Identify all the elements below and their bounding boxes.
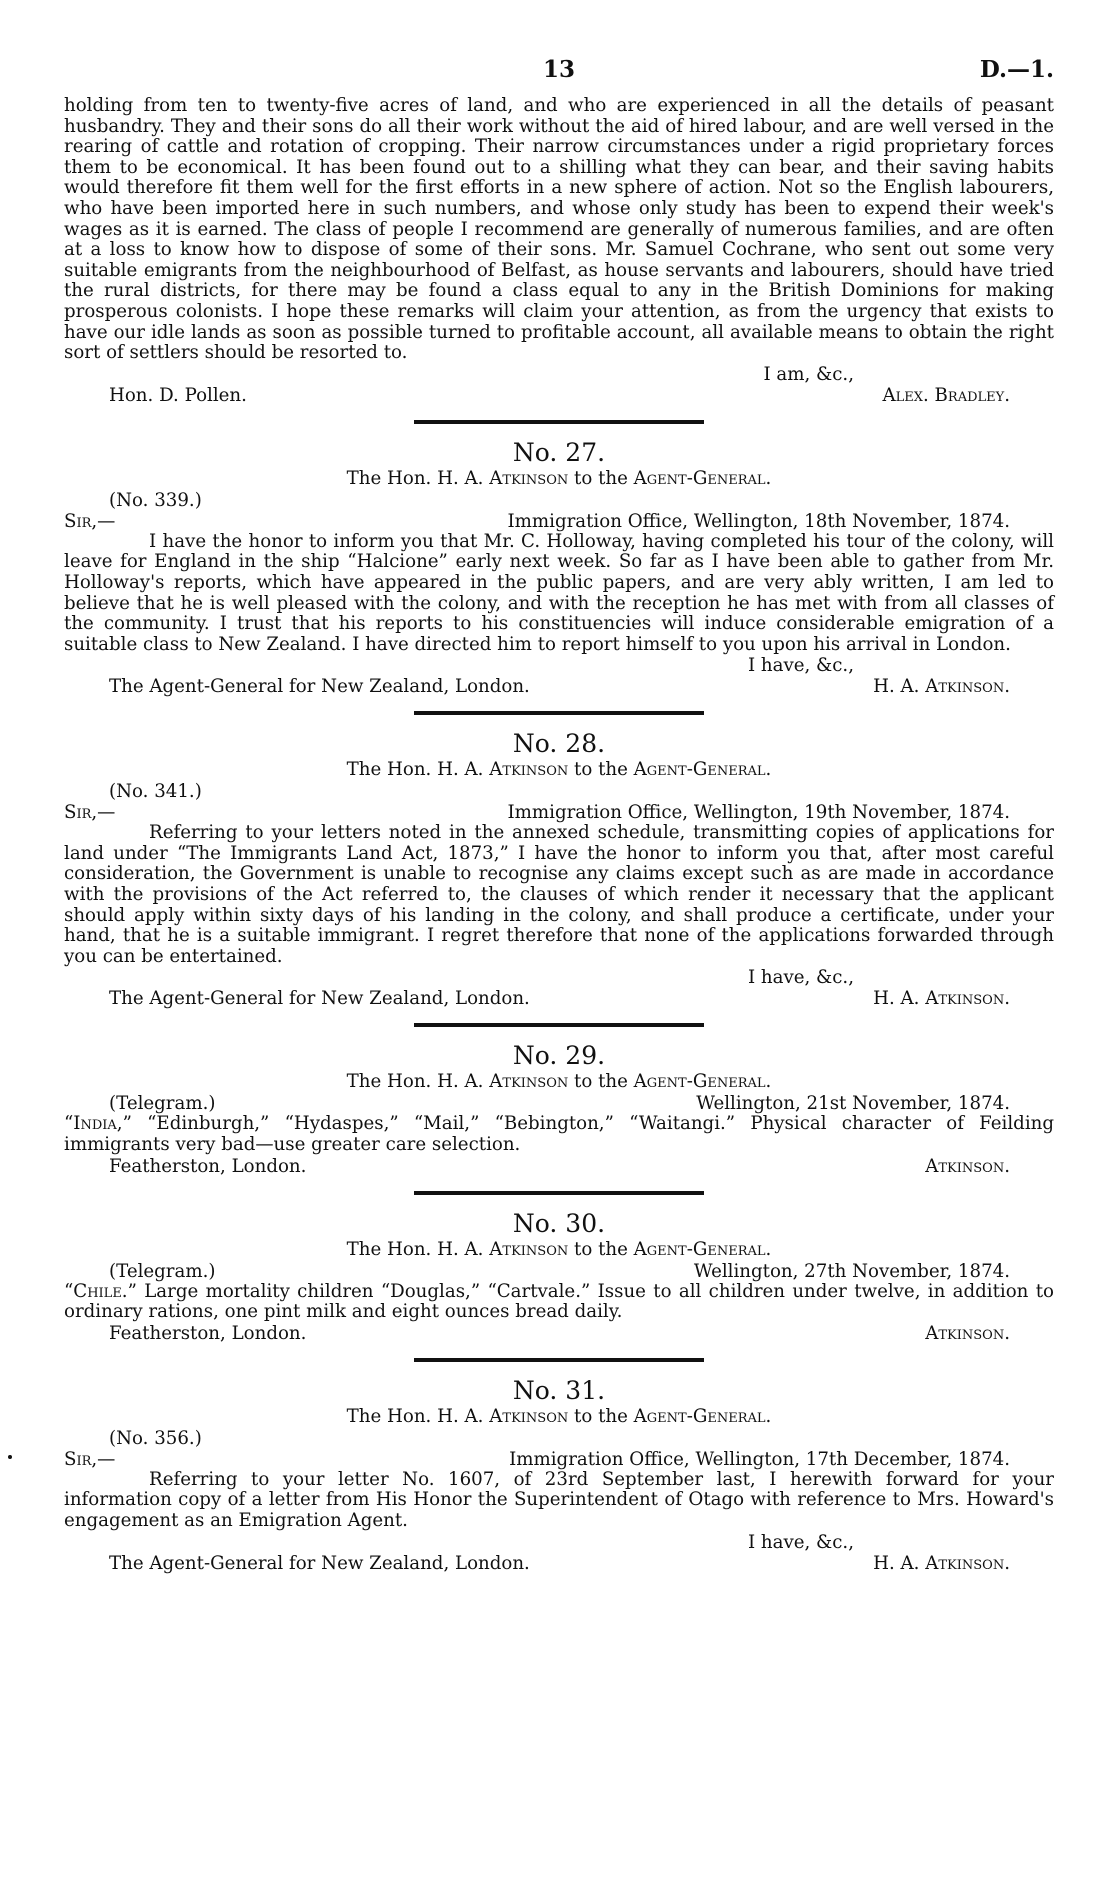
heading-to: to the (574, 467, 628, 489)
heading-to: to the (574, 1405, 628, 1427)
salutation-row (64, 1449, 1054, 1470)
session-code: D.—1. (979, 56, 1054, 83)
letter-heading (64, 1239, 1054, 1261)
dateline: Immigration Office, Wellington, 19th November, 1874. (507, 802, 1010, 824)
salutation: Sir,— (64, 510, 116, 532)
dateline: Immigration Office, Wellington, 17th December, 1874. (509, 1448, 1010, 1470)
letter-closing: I have, &c., (747, 967, 854, 989)
section-divider (414, 420, 704, 424)
letter-body (64, 1282, 1054, 1323)
letter-ref: (No. 356.) (109, 1427, 202, 1449)
telegram-text: Large mortality children “Douglas,” “Cartvale.” Issue to all children under twelve, in addition to ordinary rations, one pint milk and eight ounces bread daily. (64, 1280, 1054, 1323)
ship-name: “Chile.” (64, 1280, 137, 1302)
dateline: Wellington, 27th November, 1874. (693, 1260, 1010, 1282)
heading-to-name: Agent-General. (633, 759, 772, 781)
sign-row (64, 1156, 1054, 1177)
heading-from-name: Atkinson (489, 1405, 569, 1427)
letter-27 (64, 438, 1054, 698)
letter-body: I have the honor to inform you that Mr. C. Holloway, having completed his tour of the colony, will leave for England in the ship “Halcione” early next week. So far as I have been able to gather from Mr. Holloway's reports, which have appeared in the public papers, and are very ably written, I am led to believe that he is well pleased with the colony, and with the reception he has met with from all classes of the community. I trust that his reports to his constituencies will induce considerable emigration of a suitable class to New Zealand. I have directed him to report himself to you upon his arrival in London. (64, 530, 1054, 655)
scan-speck (8, 1455, 12, 1459)
page-number: 13 (542, 56, 575, 83)
letter-ref: (Telegram.) (109, 1260, 216, 1282)
salutation: Sir,— (64, 1448, 116, 1470)
letter-heading (64, 759, 1054, 781)
letter-number: No. 29. (512, 1041, 606, 1071)
salutation-row (64, 511, 1054, 532)
page-header (64, 56, 1054, 96)
ship-name: “India,” (64, 1113, 132, 1135)
heading-from: The Hon. H. A. (346, 1071, 484, 1093)
intro-letter (64, 96, 1054, 406)
letter-heading (64, 1071, 1054, 1093)
heading-to-name: Agent-General. (633, 1405, 772, 1427)
signature: Atkinson. (925, 1322, 1010, 1344)
intro-addressee: Hon. D. Pollen. (109, 384, 247, 406)
signature: H. A. Atkinson. (873, 676, 1010, 698)
salutation-row (64, 802, 1054, 823)
addressee: Featherston, London. (109, 1155, 307, 1177)
heading-from: The Hon. H. A. (346, 759, 484, 781)
salutation: Sir,— (64, 802, 116, 824)
section-divider (414, 1023, 704, 1027)
intro-signature: Alex. Bradley. (882, 384, 1010, 406)
addressee: The Agent-General for New Zealand, London. (109, 676, 530, 698)
section-divider (414, 1191, 704, 1195)
letter-31 (64, 1376, 1054, 1574)
intro-body: holding from ten to twenty-five acres of land, and who are experienced in all the details of peasant husbandry. They and their sons do all their work without the aid of hired labour, and are well versed in the rearing of cattle and rotation of cropping. Their narrow circumstances under a rigid proprietary forces them to be economical. It has been found out to a shilling what they can bear, and their saving habits would therefore fit them well for the first efforts in a new sphere of action. Not so the English labourers, who have been imported here in such numbers, and whose only study has been to expend their week's wages as it is earned. The class of people I recommend are generally of numerous families, and are often at a loss to know how to dispose of some of their sons. Mr. Samuel Cochrane, who sent out some very suitable emigrants from the neighbourhood of Belfast, as house servants and labourers, should have tried the rural districts, for there may be found a class equal to any in the British Dominions for making prosperous colonists. I hope these remarks will claim your attention, as from the urgency that exists to have our idle lands as soon as possible turned to profitable account, all available means to obtain the right sort of settlers should be resorted to. (64, 95, 1054, 364)
heading-from: The Hon. H. A. (346, 467, 484, 489)
section-divider (414, 1358, 704, 1362)
heading-from-name: Atkinson (489, 759, 569, 781)
heading-from: The Hon. H. A. (346, 1238, 484, 1260)
dateline: Immigration Office, Wellington, 18th November, 1874. (507, 510, 1010, 532)
heading-from-name: Atkinson (489, 1238, 569, 1260)
letter-closing: I have, &c., (747, 1531, 854, 1553)
intro-sign-row (64, 385, 1054, 406)
addressee: The Agent-General for New Zealand, London. (109, 988, 530, 1010)
heading-to-name: Agent-General. (633, 467, 772, 489)
heading-to-name: Agent-General. (633, 1071, 772, 1093)
sign-row (64, 1553, 1054, 1574)
letter-ref: (Telegram.) (109, 1093, 216, 1115)
letter-heading (64, 468, 1054, 490)
document-page (64, 56, 1054, 1574)
signature: Atkinson. (925, 1155, 1010, 1177)
addressee: Featherston, London. (109, 1322, 307, 1344)
telegram-row (64, 1093, 1054, 1114)
heading-to: to the (574, 1238, 628, 1260)
letter-heading (64, 1406, 1054, 1428)
signature: H. A. Atkinson. (873, 1552, 1010, 1574)
letter-body: Referring to your letters noted in the annexed schedule, transmitting copies of applications for land under “The Immigrants Land Act, 1873,” I have the honor to inform you that, after most careful consideration, the Government is unable to recognise any claims except such as are made in accordance with the provisions of the Act referred to, the clauses of which render it necessary that the applicant should apply within sixty days of his landing in the colony, and shall produce a certificate, under your hand, that he is a suitable immigrant. I regret therefore that none of the applications forwarded through you can be entertained. (64, 822, 1054, 967)
heading-from-name: Atkinson (489, 1071, 569, 1093)
letter-30 (64, 1209, 1054, 1344)
letter-ref: (No. 339.) (109, 489, 202, 511)
section-divider (414, 711, 704, 715)
heading-to: to the (574, 1071, 628, 1093)
dateline: Wellington, 21st November, 1874. (696, 1093, 1010, 1115)
sign-row (64, 988, 1054, 1009)
signature: H. A. Atkinson. (873, 988, 1010, 1010)
letter-body (64, 1114, 1054, 1155)
telegram-row (64, 1261, 1054, 1282)
heading-to-name: Agent-General. (633, 1238, 772, 1260)
letter-number: No. 31. (512, 1375, 606, 1405)
sign-row (64, 676, 1054, 697)
letter-28 (64, 729, 1054, 1009)
sign-row (64, 1323, 1054, 1344)
letter-29 (64, 1041, 1054, 1176)
letter-number: No. 27. (512, 437, 606, 467)
intro-closing: I am, &c., (763, 363, 854, 385)
heading-from-name: Atkinson (489, 467, 569, 489)
heading-to: to the (574, 759, 628, 781)
letter-body: Referring to your letter No. 1607, of 23rd September last, I herewith forward for your information copy of a letter from His Honor the Superintendent of Otago with reference to Mrs. Howard's engagement as an Emigration Agent. (64, 1468, 1054, 1531)
heading-from: The Hon. H. A. (346, 1405, 484, 1427)
addressee: The Agent-General for New Zealand, London. (109, 1552, 530, 1574)
letter-ref: (No. 341.) (109, 781, 202, 803)
telegram-text: “Edinburgh,” “Hydaspes,” “Mail,” “Bebington,” “Waitangi.” Physical character of Feilding immigrants very bad—use greater care selection. (64, 1113, 1054, 1156)
letter-number: No. 30. (512, 1208, 606, 1238)
letter-closing: I have, &c., (747, 655, 854, 677)
letter-number: No. 28. (512, 729, 606, 759)
